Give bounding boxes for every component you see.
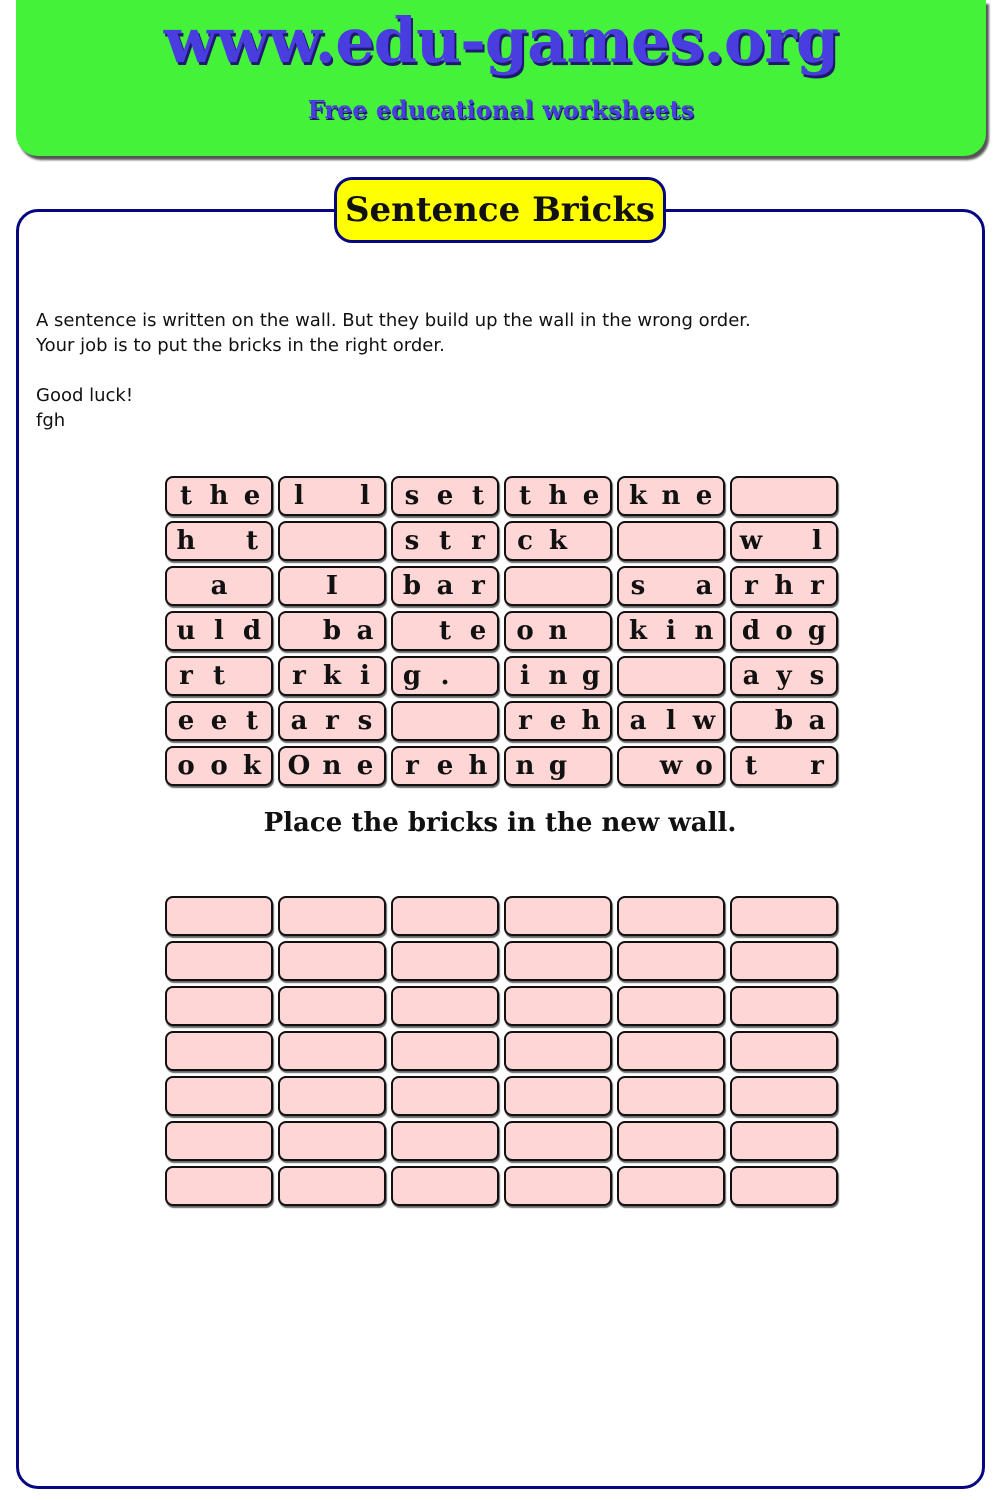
brick-letter xyxy=(771,526,797,556)
empty-brick-slot[interactable] xyxy=(617,941,725,981)
empty-brick-slot[interactable] xyxy=(278,1076,386,1116)
brick[interactable] xyxy=(165,656,273,696)
brick[interactable] xyxy=(617,566,725,606)
brick-letter: l xyxy=(294,481,304,511)
empty-brick-slot[interactable] xyxy=(278,1166,386,1206)
brick[interactable] xyxy=(730,611,838,651)
brick-letter: a xyxy=(742,661,760,691)
brick-letter xyxy=(239,661,265,691)
site-header xyxy=(16,0,986,156)
brick-letter: l xyxy=(360,481,370,511)
brick[interactable] xyxy=(165,566,273,606)
empty-brick-slot[interactable] xyxy=(617,1121,725,1161)
brick-letter: a xyxy=(290,706,308,736)
brick-letter xyxy=(239,571,265,601)
brick[interactable] xyxy=(617,521,725,561)
brick-letter: n xyxy=(515,751,535,781)
brick-letter xyxy=(206,526,232,556)
brick[interactable] xyxy=(278,476,386,516)
brick-letter: r xyxy=(471,571,485,601)
brick-letter xyxy=(578,571,604,601)
brick-letter: w xyxy=(692,706,716,736)
brick[interactable] xyxy=(730,521,838,561)
brick-letter: h xyxy=(209,481,229,511)
brick-letter: t xyxy=(245,526,258,556)
empty-brick-slot[interactable] xyxy=(165,986,273,1026)
brick-letter: t xyxy=(179,481,192,511)
brick-letter xyxy=(658,571,684,601)
empty-brick-slot[interactable] xyxy=(278,896,386,936)
empty-brick-slot[interactable] xyxy=(504,1121,612,1161)
brick-letter: h xyxy=(581,706,601,736)
brick-letter: r xyxy=(405,751,419,781)
empty-brick-slot[interactable] xyxy=(391,941,499,981)
empty-brick-slot[interactable] xyxy=(504,1076,612,1116)
brick[interactable] xyxy=(278,656,386,696)
empty-brick-slot[interactable] xyxy=(278,1121,386,1161)
brick-letter: h xyxy=(774,571,794,601)
brick-letter: r xyxy=(518,706,532,736)
brick-letter xyxy=(625,661,651,691)
brick-letter: n xyxy=(694,616,714,646)
brick-letter: k xyxy=(548,526,567,556)
brick-letter: e xyxy=(695,481,713,511)
brick-letter xyxy=(399,706,425,736)
brick-letter: l xyxy=(666,706,676,736)
empty-brick-slot[interactable] xyxy=(391,1076,499,1116)
brick-letter xyxy=(173,571,199,601)
empty-brick-slot[interactable] xyxy=(391,1031,499,1071)
instruction-line: A sentence is written on the wall. But they build up the wall in the wrong order. xyxy=(36,310,751,331)
brick-letter: k xyxy=(628,481,647,511)
brick-letter: e xyxy=(210,706,228,736)
brick-letter xyxy=(578,616,604,646)
brick[interactable] xyxy=(391,566,499,606)
brick[interactable] xyxy=(730,656,838,696)
brick-letter xyxy=(465,661,491,691)
brick-letter: s xyxy=(809,661,825,691)
empty-brick-slot[interactable] xyxy=(278,1031,386,1071)
brick-letter xyxy=(352,571,378,601)
brick-letter xyxy=(625,751,651,781)
brick-letter xyxy=(625,526,651,556)
brick[interactable] xyxy=(504,476,612,516)
empty-brick-slot[interactable] xyxy=(165,1031,273,1071)
brick-letter: . xyxy=(440,661,450,691)
spacer xyxy=(36,358,936,383)
empty-brick-slot[interactable] xyxy=(504,896,612,936)
brick-letter: e xyxy=(243,481,261,511)
brick[interactable] xyxy=(391,476,499,516)
brick-letter: e xyxy=(356,751,374,781)
brick-letter: t xyxy=(245,706,258,736)
brick[interactable] xyxy=(165,611,273,651)
brick-letter: u xyxy=(176,616,196,646)
empty-brick-slot[interactable] xyxy=(617,1031,725,1071)
brick[interactable] xyxy=(617,476,725,516)
empty-brick-slot[interactable] xyxy=(730,1121,838,1161)
brick-letter: k xyxy=(322,661,341,691)
brick-letter: r xyxy=(471,526,485,556)
brick-letter: a xyxy=(356,616,374,646)
empty-brick-slot[interactable] xyxy=(278,941,386,981)
brick[interactable] xyxy=(617,656,725,696)
brick[interactable] xyxy=(504,701,612,741)
brick-letter xyxy=(658,526,684,556)
brick-letter: g xyxy=(548,751,568,781)
new-wall xyxy=(165,896,843,1206)
brick[interactable] xyxy=(730,746,838,786)
empty-brick-slot[interactable] xyxy=(391,1166,499,1206)
brick-letter xyxy=(399,616,425,646)
brick-letter: a xyxy=(695,571,713,601)
brick-letter: i xyxy=(360,661,370,691)
brick[interactable] xyxy=(391,656,499,696)
brick-letter: r xyxy=(325,706,339,736)
brick-letter: y xyxy=(776,661,792,691)
brick-letter: s xyxy=(630,571,646,601)
brick-letter: g xyxy=(581,661,601,691)
brick[interactable] xyxy=(617,611,725,651)
brick-letter: l xyxy=(812,526,822,556)
brick-letter xyxy=(738,706,764,736)
empty-brick-slot[interactable] xyxy=(391,1121,499,1161)
brick-letter: g xyxy=(807,616,827,646)
brick-letter: t xyxy=(518,481,531,511)
empty-brick-slot[interactable] xyxy=(617,1166,725,1206)
brick[interactable] xyxy=(165,476,273,516)
worksheet-title: Sentence Bricks xyxy=(334,177,666,243)
brick-letter: s xyxy=(404,481,420,511)
brick[interactable] xyxy=(730,566,838,606)
brick-letter: w xyxy=(739,526,763,556)
brick[interactable] xyxy=(504,656,612,696)
brick-letter: a xyxy=(436,571,454,601)
empty-brick-slot[interactable] xyxy=(391,896,499,936)
brick[interactable] xyxy=(730,476,838,516)
brick-letter: a xyxy=(808,706,826,736)
brick[interactable] xyxy=(278,521,386,561)
scrambled-wall xyxy=(165,476,843,786)
instruction-line: Your job is to put the bricks in the right order. xyxy=(36,335,445,356)
brick[interactable] xyxy=(278,746,386,786)
empty-brick-slot[interactable] xyxy=(730,1031,838,1071)
brick-letter xyxy=(691,526,717,556)
brick[interactable] xyxy=(391,701,499,741)
brick-letter: O xyxy=(287,751,311,781)
empty-brick-slot[interactable] xyxy=(165,1166,273,1206)
empty-brick-slot[interactable] xyxy=(617,1076,725,1116)
brick-letter: o xyxy=(775,616,793,646)
brick-letter: e xyxy=(177,706,195,736)
instructions xyxy=(36,308,936,433)
brick-letter xyxy=(658,661,684,691)
brick-letter: s xyxy=(357,706,373,736)
brick-letter: k xyxy=(242,751,261,781)
empty-brick-slot[interactable] xyxy=(617,896,725,936)
brick[interactable] xyxy=(504,611,612,651)
brick[interactable] xyxy=(165,746,273,786)
brick-letter: o xyxy=(177,751,195,781)
brick[interactable] xyxy=(617,701,725,741)
brick-letter: r xyxy=(810,571,824,601)
brick-letter: d xyxy=(242,616,262,646)
brick-letter xyxy=(771,481,797,511)
brick-letter: g xyxy=(402,661,422,691)
brick-letter: e xyxy=(582,481,600,511)
empty-brick-slot[interactable] xyxy=(730,941,838,981)
brick[interactable] xyxy=(165,521,273,561)
empty-brick-slot[interactable] xyxy=(730,1076,838,1116)
empty-brick-slot[interactable] xyxy=(391,986,499,1026)
brick-letter: k xyxy=(628,616,647,646)
brick-letter: o xyxy=(695,751,713,781)
place-bricks-label: Place the bricks in the new wall. xyxy=(263,808,737,838)
empty-brick-slot[interactable] xyxy=(165,1121,273,1161)
brick-letter: n xyxy=(548,616,568,646)
brick-letter: o xyxy=(210,751,228,781)
brick-letter: b xyxy=(774,706,794,736)
site-title: www.edu-games.org xyxy=(163,4,839,77)
empty-brick-slot[interactable] xyxy=(165,896,273,936)
brick-letter: t xyxy=(438,526,451,556)
brick-letter: h xyxy=(468,751,488,781)
empty-brick-slot[interactable] xyxy=(504,941,612,981)
brick-letter: c xyxy=(517,526,533,556)
brick-letter: o xyxy=(516,616,534,646)
empty-brick-slot[interactable] xyxy=(165,1076,273,1116)
brick-letter: h xyxy=(176,526,196,556)
instruction-line: Good luck! xyxy=(36,385,134,406)
brick-letter xyxy=(286,616,312,646)
brick-letter: t xyxy=(212,661,225,691)
brick-letter xyxy=(432,706,458,736)
brick-letter xyxy=(738,481,764,511)
brick-letter: b xyxy=(402,571,422,601)
brick-letter: e xyxy=(469,616,487,646)
empty-brick-slot[interactable] xyxy=(278,986,386,1026)
brick-letter: e xyxy=(436,751,454,781)
brick-letter: d xyxy=(741,616,761,646)
brick-letter: a xyxy=(210,571,228,601)
brick-letter: n xyxy=(548,661,568,691)
brick[interactable] xyxy=(278,611,386,651)
brick-letter xyxy=(545,571,571,601)
brick-letter: i xyxy=(520,661,530,691)
brick[interactable] xyxy=(730,701,838,741)
brick-letter: r xyxy=(179,661,193,691)
brick-letter xyxy=(286,526,312,556)
brick[interactable] xyxy=(391,521,499,561)
brick[interactable] xyxy=(278,701,386,741)
brick-letter: s xyxy=(404,526,420,556)
brick-letter: w xyxy=(659,751,683,781)
brick-letter: h xyxy=(548,481,568,511)
brick-letter: I xyxy=(325,571,339,601)
instruction-line: fgh xyxy=(36,410,66,431)
brick[interactable] xyxy=(504,521,612,561)
empty-brick-slot[interactable] xyxy=(504,1166,612,1206)
brick[interactable] xyxy=(504,746,612,786)
empty-brick-slot[interactable] xyxy=(504,1031,612,1071)
brick-letter: t xyxy=(438,616,451,646)
brick-letter: e xyxy=(436,481,454,511)
brick-letter: a xyxy=(629,706,647,736)
brick-letter xyxy=(771,751,797,781)
empty-brick-slot[interactable] xyxy=(504,986,612,1026)
brick-letter: b xyxy=(322,616,342,646)
empty-brick-slot[interactable] xyxy=(617,986,725,1026)
brick-letter xyxy=(465,706,491,736)
empty-brick-slot[interactable] xyxy=(730,1166,838,1206)
brick-letter xyxy=(578,526,604,556)
site-subtitle: Free educational worksheets xyxy=(307,95,695,124)
brick-letter xyxy=(319,481,345,511)
brick-letter: t xyxy=(471,481,484,511)
brick-letter: r xyxy=(744,571,758,601)
brick-letter xyxy=(512,571,538,601)
brick-letter xyxy=(578,751,604,781)
brick-letter: i xyxy=(666,616,676,646)
empty-brick-slot[interactable] xyxy=(165,941,273,981)
brick[interactable] xyxy=(391,611,499,651)
brick-letter: n xyxy=(322,751,342,781)
brick-letter: t xyxy=(744,751,757,781)
brick-letter xyxy=(286,571,312,601)
brick[interactable] xyxy=(165,701,273,741)
brick-letter xyxy=(319,526,345,556)
brick-letter xyxy=(352,526,378,556)
brick[interactable] xyxy=(504,566,612,606)
brick-letter: r xyxy=(810,751,824,781)
brick-letter: l xyxy=(214,616,224,646)
brick[interactable] xyxy=(617,746,725,786)
brick-letter xyxy=(691,661,717,691)
empty-brick-slot[interactable] xyxy=(730,896,838,936)
brick[interactable] xyxy=(391,746,499,786)
brick-letter xyxy=(804,481,830,511)
empty-brick-slot[interactable] xyxy=(730,986,838,1026)
brick-letter: r xyxy=(292,661,306,691)
brick[interactable] xyxy=(278,566,386,606)
brick-letter: e xyxy=(549,706,567,736)
brick-letter: n xyxy=(661,481,681,511)
